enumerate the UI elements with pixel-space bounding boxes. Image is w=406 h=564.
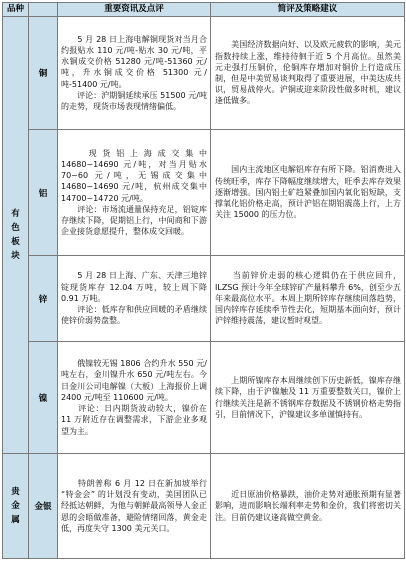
strategy-cell [211,454,405,559]
header-category: 品种 [3,3,29,17]
strategy-text: 美国经济数据向好、以及欧元疲软的影响，美元指数持续上涨，维持待徊于近 5 个月高位。虽然美元走强打压铜价，伦铜库存增加对铜价上行造成压制，但是中美贸易谈判取得了重要进展，中美达成共识，贸易战停火。沪铜或迎来阶段性做多时机，建议逢低做多。 [215,40,401,106]
row-nickel [3,342,405,454]
news-paragraph: 特朗普称 6 月 12 日在新加坡举行 “特金会” 的计划没有变动，美国团队已经抵达朝鲜，为他与朝鲜最高领导人金正恩的会晤做准备，避险情绪回落，黄金走低，再度失守 1300 美元关口。 [61,478,207,533]
product-label: 镍 [29,342,58,454]
row-gold-silver [3,454,405,559]
news-comment: 评论：市场流通量保持充足，铝锭库存继续下降，促期铝上行，中间商和下游企业接货意愿提升，整体成交回暖。 [61,204,207,237]
product-label: 锌 [29,256,58,342]
news-comment: 评论：低库存和供应回暖的矛盾继续使锌价弱势盘整。 [61,305,207,326]
row-zinc [3,256,405,342]
product-label: 铜 [29,17,58,130]
strategy-cell [211,130,405,256]
header-strategy: 简评及策略建议 [211,3,405,17]
product-label: 金银 [29,454,58,559]
row-copper [3,17,405,130]
news-paragraph: 现货铝上海成交集中 14680~14690 元/吨，对当月贴水 70~60 元/吨，无锡成交集中 14680~14690 元/吨，杭州成交集中 14700~14720 元/吨。 [61,148,207,203]
category-nonferrous: 有 色 板 块 [3,17,29,454]
news-paragraph: 俄镍较无锡 1806 合约升水 550 元/吨左右，金川镍升水 650 元/吨左右。今日金川公司电解镍（大板）上海报价上调 2400 元/吨至 110600 元/吨。 [61,359,207,402]
news-comment: 评论：沪期铜延续承压 51500 元/吨的走势，现货市场表现情绪偏低。 [61,90,207,111]
strategy-text: 近日原油价格暴跌，油价走势对通胀预期有显著影响，进而影响长端利率走势和金价，我们将密切关注。目前仍建议逢高做空黄金。 [215,490,401,522]
commodity-report-table [2,2,405,559]
strategy-cell [211,256,405,342]
news-cell [58,342,211,454]
row-aluminum [3,130,405,256]
header-row [3,3,405,17]
commodity-report-table-container [2,2,404,562]
strategy-cell [211,342,405,454]
category-precious-metals: 贵 金 属 [3,454,29,559]
strategy-text: 上期所镍库存本周继续创下历史新低，镍库存继续下降，由于沪镍触及 11 万重要整数关口，镍价上行继续关注是新不锈钢库存数据及不锈钢价格走势指引，目前情况下，沪镍建议多单谨慎持有。 [215,376,401,419]
strategy-cell [211,17,405,130]
news-paragraph: 5 月 28 日上海电解铜现货对当月合约报贴水 110 元/吨-贴水 30 元/吨，平水铜成交价格 51280 元/吨-51360 元/吨，升水铜成交价格 51300 元/吨-51400 元/吨。 [61,34,207,89]
header-news: 重要资讯及点评 [58,3,211,17]
news-cell [58,454,211,559]
news-cell [58,256,211,342]
news-cell [58,17,211,130]
news-comment: 评论：日内期货波动较大，镍价在 11 万附近存在调整需求，下游企业多观望为主。 [61,404,207,436]
news-cell [58,130,211,256]
news-paragraph: 5 月 28 日上海、广东、天津三地锌锭现货库存 12.04 万吨，较上周下降 0.91 万吨。 [61,271,207,303]
header-product [29,3,58,17]
strategy-text: 国内主流地区电解铝库存有所下降。铝消费进入传统旺季，库存下降幅度继续增大，旺季去库存效果逐渐增强。国内铝土矿趋紧叠加国内氧化铝短缺，支撑氧化铝价格走高，预计沪铝在期铝震荡上行，上方关注 15000 的压力位。 [215,165,401,220]
strategy-text: 当前锌价走弱的核心逻辑仍在于供应回升，ILZSG 预计今年全球锌矿产量料攀升 6%，创至少五年来最高位水平。本周上期所锌库存继续回落趋势，国内锌库存延续季节性去化，短期基本面向好，预计沪锌维持震荡，建议暂时观望。 [215,271,401,326]
product-label: 铝 [29,130,58,256]
